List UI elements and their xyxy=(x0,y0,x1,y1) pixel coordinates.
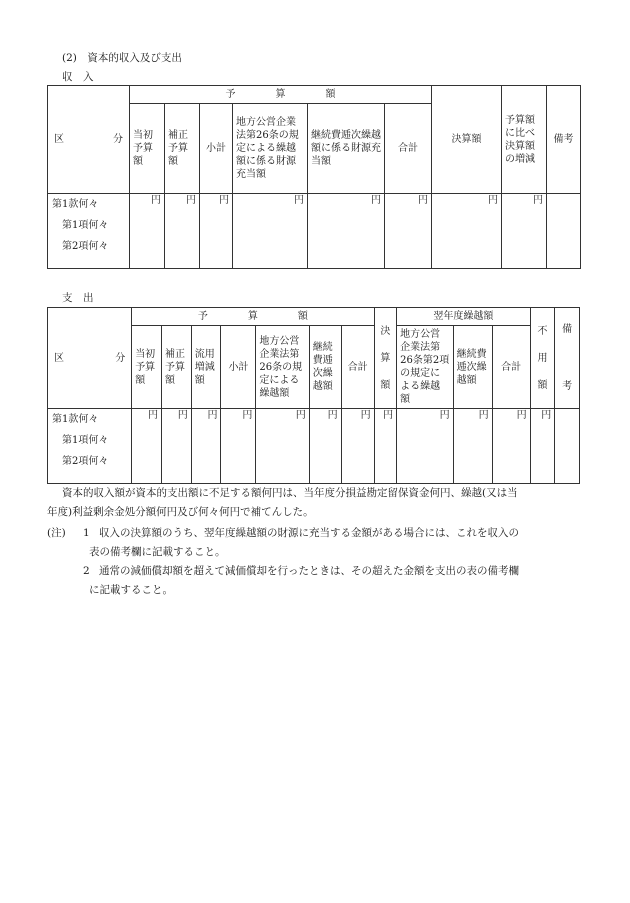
yen-cell: 円 xyxy=(530,409,555,484)
expense-ny-law-header: 地方公営企業法第26条第2項の規定による繰越額 xyxy=(397,326,453,409)
statement-line-2: 年度)利益剰余金処分額何円及び何々何円で補てんした。 xyxy=(47,506,314,518)
income-initial-header: 当初予算額 xyxy=(130,104,165,194)
statement-line-1: 資本的収入額が資本的支出額に不足する額何円は、当年度分損益勘定留保資金何円、繰越(又は当 xyxy=(62,487,518,499)
yen-cell: 円 xyxy=(502,194,547,269)
note-2-number: 2 xyxy=(83,565,90,577)
expense-ny-total-header: 合計 xyxy=(492,326,530,409)
income-budget-header: 予 算 額 xyxy=(130,86,432,104)
row-label: 第1款何々 xyxy=(52,414,99,425)
yen-cell: 円 xyxy=(453,409,492,484)
yen-cell: 円 xyxy=(308,194,385,269)
notes-label: (注) xyxy=(47,527,66,539)
yen-cell: 円 xyxy=(256,409,309,484)
income-settlement-header: 決算額 xyxy=(432,86,502,194)
blank-cell xyxy=(547,194,581,269)
expense-settlement-header: 決 算 額 xyxy=(374,308,397,409)
section-heading: (2) 資本的収入及び支出 xyxy=(62,52,182,64)
note-2-line-1: 通常の減価償却額を超えて減価償却を行ったときは、その超えた金額を支出の表の備考欄 xyxy=(99,565,519,577)
income-supp-header: 補正予算額 xyxy=(165,104,200,194)
row-label: 第1項何々 xyxy=(62,220,109,231)
note-2-line-2: に記載すること。 xyxy=(89,584,173,596)
row-label: 第1款何々 xyxy=(52,199,99,210)
expense-kubun-header: 区 分 xyxy=(48,308,132,409)
expense-total-header: 合計 xyxy=(341,326,374,409)
expense-budget-header: 予 算 額 xyxy=(132,308,374,326)
income-diff-header: 予算額に比べ決算額の増減 xyxy=(502,86,547,194)
yen-cell: 円 xyxy=(385,194,432,269)
expense-supp-header: 補正予算額 xyxy=(161,326,191,409)
income-subtotal-header: 小計 xyxy=(200,104,233,194)
yen-cell: 円 xyxy=(309,409,341,484)
expense-unused-header: 不 用 額 xyxy=(530,308,555,409)
income-table xyxy=(47,85,581,269)
note-1-line-1: 収入の決算額のうち、翌年度繰越額の財源に充当する金額がある場合には、これを収入の xyxy=(99,527,519,539)
expense-carryover-header: 地方公営企業法第26条の規定による繰越額 xyxy=(256,326,309,409)
yen-cell: 円 xyxy=(432,194,502,269)
note-1-line-2: 表の備考欄に記載すること。 xyxy=(89,546,226,558)
expense-table xyxy=(47,307,580,484)
yen-cell: 円 xyxy=(161,409,191,484)
yen-cell: 円 xyxy=(233,194,308,269)
expense-next-year-header: 翌年度繰越額 xyxy=(397,308,530,326)
yen-cell: 円 xyxy=(221,409,256,484)
expense-continuing-header: 継続費逓次繰越額 xyxy=(309,326,341,409)
yen-cell: 円 xyxy=(165,194,200,269)
yen-cell: 円 xyxy=(397,409,453,484)
income-kubun-header: 区 分 xyxy=(48,86,130,194)
blank-cell xyxy=(555,409,580,484)
row-label: 第2項何々 xyxy=(62,241,109,252)
expense-subtotal-header: 小計 xyxy=(221,326,256,409)
income-continuing-header: 継続費逓次繰越額に係る財源充当額 xyxy=(308,104,385,194)
row-label: 第1項何々 xyxy=(62,435,109,446)
income-row-labels xyxy=(48,194,130,269)
expense-row-labels xyxy=(48,409,132,484)
yen-cell: 円 xyxy=(374,409,397,484)
yen-cell: 円 xyxy=(341,409,374,484)
income-carryover-header: 地方公営企業法第26条の規定による繰越額に係る財源充当額 xyxy=(233,104,308,194)
income-remarks-header: 備考 xyxy=(547,86,581,194)
yen-cell: 円 xyxy=(132,409,162,484)
yen-cell: 円 xyxy=(200,194,233,269)
income-label: 収 入 xyxy=(62,71,94,83)
expense-initial-header: 当初予算額 xyxy=(132,326,162,409)
expense-label: 支 出 xyxy=(62,292,94,304)
expense-transfer-header: 流用増減額 xyxy=(191,326,221,409)
row-label: 第2項何々 xyxy=(62,456,109,467)
yen-cell: 円 xyxy=(130,194,165,269)
income-total-header: 合計 xyxy=(385,104,432,194)
expense-remarks-header: 備 考 xyxy=(555,308,580,409)
yen-cell: 円 xyxy=(191,409,221,484)
yen-cell: 円 xyxy=(492,409,530,484)
expense-ny-continuing-header: 継続費逓次繰越額 xyxy=(453,326,492,409)
note-1-number: 1 xyxy=(83,527,90,539)
